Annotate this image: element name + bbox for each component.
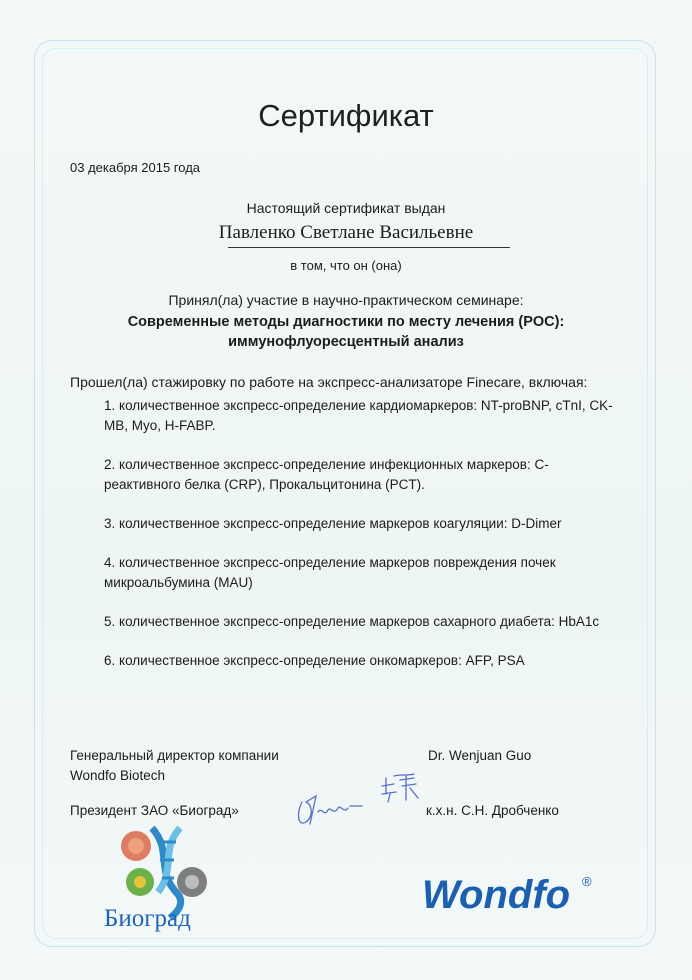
- recipient-underline: [228, 247, 510, 248]
- president-title: Президент ЗАО «Биоград»: [70, 803, 239, 818]
- list-item: 1. количественное экспресс-определение кардиомаркеров: NT-proBNP, cTnI, CK-MB, Myo, H-FABP.: [104, 398, 613, 433]
- biograd-logo: [100, 820, 240, 935]
- certificate-title: Сертификат: [258, 98, 434, 133]
- wondfo-logo: [422, 870, 622, 920]
- president-name: к.х.н. С.Н. Дробченко: [426, 803, 559, 818]
- director-title-line1: Генеральный директор компании: [70, 748, 279, 763]
- recipient-name: Павленко Светлане Васильевне: [218, 222, 474, 243]
- list-item: 6. количественное экспресс-определение онкомаркеров: AFP, PSA: [104, 653, 525, 668]
- biograd-logo-text: Биоград: [104, 905, 191, 932]
- participation-label: Принял(ла) участие в научно-практическом семинаре:: [168, 292, 524, 308]
- director-title-line2: Wondfo Biotech: [70, 768, 166, 783]
- director-name: Dr. Wenjuan Guo: [428, 748, 532, 763]
- list-item: 5. количественное экспресс-определение маркеров сахарного диабета: HbA1c: [104, 614, 600, 629]
- certificate-date: 03 декабря 2015 года: [70, 160, 201, 175]
- registered-mark: ®: [582, 874, 592, 889]
- list-item: 3. количественное экспресс-определение маркеров коагуляции: D-Dimer: [104, 516, 562, 531]
- issued-to-label: Настоящий сертификат выдан: [246, 200, 446, 216]
- training-label: Прошел(ла) стажировку по работе на экспресс-анализаторе Finecare, включая:: [70, 374, 588, 390]
- list-item: 4. количественное экспресс-определение маркеров повреждения почек микроальбумина (MAU): [104, 555, 556, 590]
- list-item: 2. количественное экспресс-определение инфекционных маркеров: С-реактивного белка (CRP), Прокальцитонина (PCT).: [104, 457, 549, 492]
- wondfo-logo-text: Wondfo: [422, 873, 571, 917]
- director-title: [70, 746, 279, 786]
- seminar-title: [0, 312, 692, 352]
- training-items-list: [104, 396, 614, 690]
- seminar-title-line2: иммунофлуоресцентный анализ: [228, 334, 464, 350]
- that-label: в том, что он (она): [290, 258, 402, 273]
- seminar-title-line1: Современные методы диагностики по месту лечения (POC):: [127, 314, 565, 330]
- handwritten-signatures: [290, 772, 440, 842]
